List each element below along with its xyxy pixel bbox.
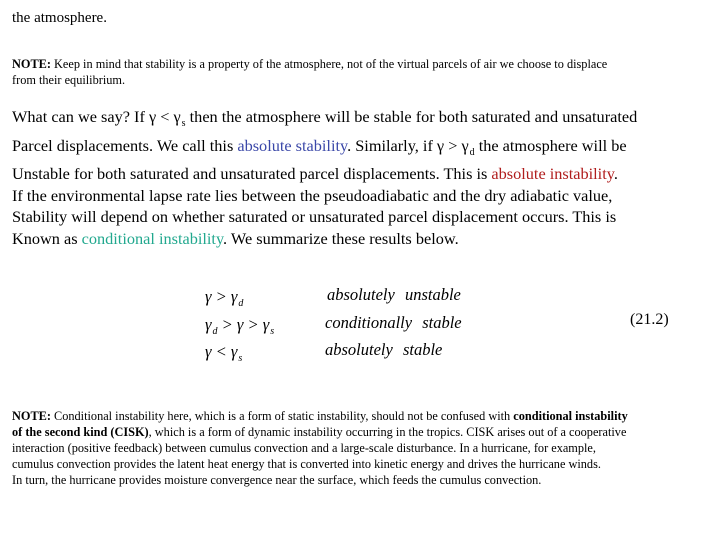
para-line-2: Parcel displacements. We call this absolute stability. Similarly, if $\gamma > \gamma_d$ the atmosphere will be	[12, 135, 627, 158]
cisk-term-part1: conditional instability	[513, 409, 628, 423]
note-cisk: NOTE: Conditional instability here, which is a form of static instability, should not be confused with conditional instability of the second kind (CISK), which is a form of dynamic instability occurring in the tropics. CISK arises out of a cooperative interaction (positive feedback) between cumulus convection and a large-scale disturbance. In a hurricane, for example, cumulus convection provides the latent heat energy that is converted into kinetic energy and drives the hurricane winds. In turn, the hurricane provides moisture convergence near the surface, which feeds the cumulus convection.	[12, 408, 716, 488]
term-absolute-stability: absolute stability	[237, 135, 348, 155]
note-stability	[12, 56, 712, 88]
para-line-5: Stability will depend on whether saturated or unsaturated parcel displacement occurs. This is	[12, 207, 617, 227]
para-line-6: Known as conditional instability. We summarize these results below.	[12, 228, 459, 248]
stability-paragraph	[12, 106, 717, 250]
note2-line-4: cumulus convection provides the latent heat energy that is converted into kinetic energy and drives the hurricane winds.	[12, 457, 601, 472]
title-line: the atmosphere.	[12, 10, 107, 26]
eq-desc-conditionally-stable: conditionally stable	[325, 313, 462, 332]
eq-desc-absolutely-stable: absolutely stable	[325, 340, 443, 359]
note-text-line1: Keep in mind that stability is a property of the atmosphere, not of the virtual parcels of air we choose to displace	[54, 57, 608, 71]
note-label: NOTE:	[12, 57, 51, 71]
term-absolute-instability: absolute instability	[491, 164, 614, 184]
eq-condition-absolute-unstable: $\gamma > \gamma_d$	[205, 287, 244, 309]
eq-desc-absolutely-unstable: absolutely unstable	[327, 285, 461, 304]
equation-number: (21.2)	[630, 311, 669, 328]
cisk-term-part2: of the second kind (CISK)	[12, 425, 149, 440]
note2-label: NOTE:	[12, 409, 51, 423]
eq-condition-absolute-stable: $\gamma < \gamma_s$	[205, 342, 243, 364]
para-line-3: Unstable for both saturated and unsaturated parcel displacements. This is absolute instability.	[12, 164, 618, 184]
para-line-4: If the environmental lapse rate lies between the pseudoadiabatic and the dry adiabatic value,	[12, 185, 613, 205]
note2-line-5: In turn, the hurricane provides moisture convergence near the surface, which feeds the cumulus convection.	[12, 473, 542, 488]
term-conditional-instability: conditional instability	[81, 228, 224, 248]
para-line-1: What can we say? If $\gamma < \gamma_s$ then the atmosphere will be stable for both saturated and unsaturated	[12, 107, 638, 129]
note-text-line2: from their equilibrium.	[12, 73, 126, 87]
eq-condition-conditional: $\gamma_d > \gamma > \gamma_s$	[205, 315, 275, 337]
note2-line-3: interaction (positive feedback) between cumulus convection and a large-scale disturbance. In a hurricane, for example,	[12, 441, 596, 456]
